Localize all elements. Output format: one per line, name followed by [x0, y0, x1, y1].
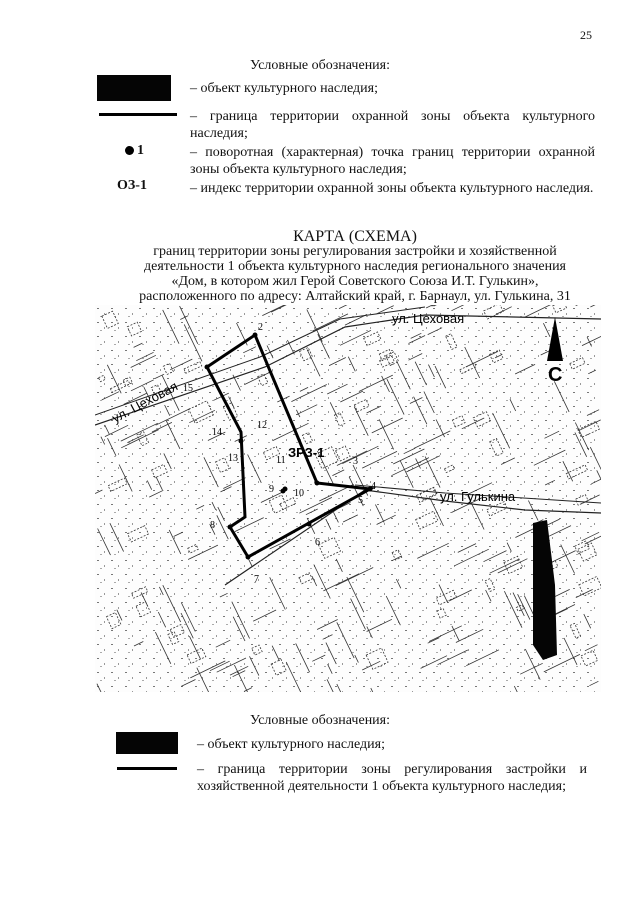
legend2-item-heritage-object: – объект культурного наследия; — [197, 737, 385, 752]
boundary-line-symbol-2 — [117, 767, 177, 770]
point-label-12: 12 — [257, 420, 267, 431]
map-scheme — [95, 305, 601, 692]
map-title-line4: «Дом, в котором жил Герой Советского Союза И.Т. Гулькин», — [171, 274, 539, 289]
map-title-line5: расположенного по адресу: Алтайский край, г. Барнаул, ул. Гулькина, 31 — [139, 289, 571, 304]
legend-title-top: Условные обозначения: — [249, 58, 391, 73]
north-label: С — [548, 364, 563, 386]
legend-item-turning-point: – поворотная (характерная) точка границ территории охранной зоны объекта культурного наследия; — [190, 145, 595, 177]
point-label-3: 3 — [353, 456, 358, 467]
legend2-item-regulation-boundary: – граница территории зоны регулирования застройки и хозяйственной деятельности 1 объекта культурного наследия; — [197, 762, 587, 794]
street-label-top: ул. Цеховая — [392, 311, 465, 326]
heritage-object-symbol — [97, 75, 171, 101]
point-label-6: 6 — [315, 537, 320, 548]
zone-label: ЗРЗ-1 — [288, 445, 325, 460]
point-label-7: 7 — [254, 574, 259, 585]
point-label-4: 4 — [371, 481, 376, 492]
point-label-9: 9 — [269, 484, 274, 495]
legend-title-bottom: Условные обозначения: — [249, 713, 391, 728]
street-label-right: ул. Гулькина — [440, 489, 516, 504]
heritage-object-symbol-2 — [116, 732, 178, 754]
turning-point-dot-icon — [125, 146, 134, 155]
map-title — [70, 229, 640, 304]
point-label-8: 8 — [210, 520, 215, 531]
point-label-14: 14 — [212, 427, 222, 438]
map-title-line2: границ территории зоны регулирования застройки и хозяйственной — [153, 244, 557, 259]
point-label-2: 2 — [258, 322, 263, 333]
zone-index-label: ОЗ-1 — [117, 178, 147, 193]
point-label-13: 13 — [228, 453, 238, 464]
point-label-11: 11 — [276, 455, 286, 466]
street-label-left: ул. Цеховая — [109, 378, 181, 426]
point-label-15: 15 — [183, 383, 193, 394]
legend-item-protection-boundary: – граница территории охранной зоны объекта культурного наследия; — [190, 109, 595, 141]
point-label-10: 10 — [294, 488, 304, 499]
turning-point-label: 1 — [137, 143, 144, 158]
point-label-5: 5 — [358, 495, 363, 506]
page-number: 25 — [580, 28, 592, 42]
legend-item-heritage-object: – объект культурного наследия; — [190, 81, 378, 96]
legend-item-zone-index: – индекс территории охранной зоны объекта культурного наследия. — [190, 181, 594, 196]
map-title-line3: деятельности 1 объекта культурного наследия регионального значения — [143, 259, 567, 274]
map-title-heading: КАРТА (СХЕМА) — [293, 228, 417, 245]
boundary-line-symbol — [99, 113, 177, 116]
